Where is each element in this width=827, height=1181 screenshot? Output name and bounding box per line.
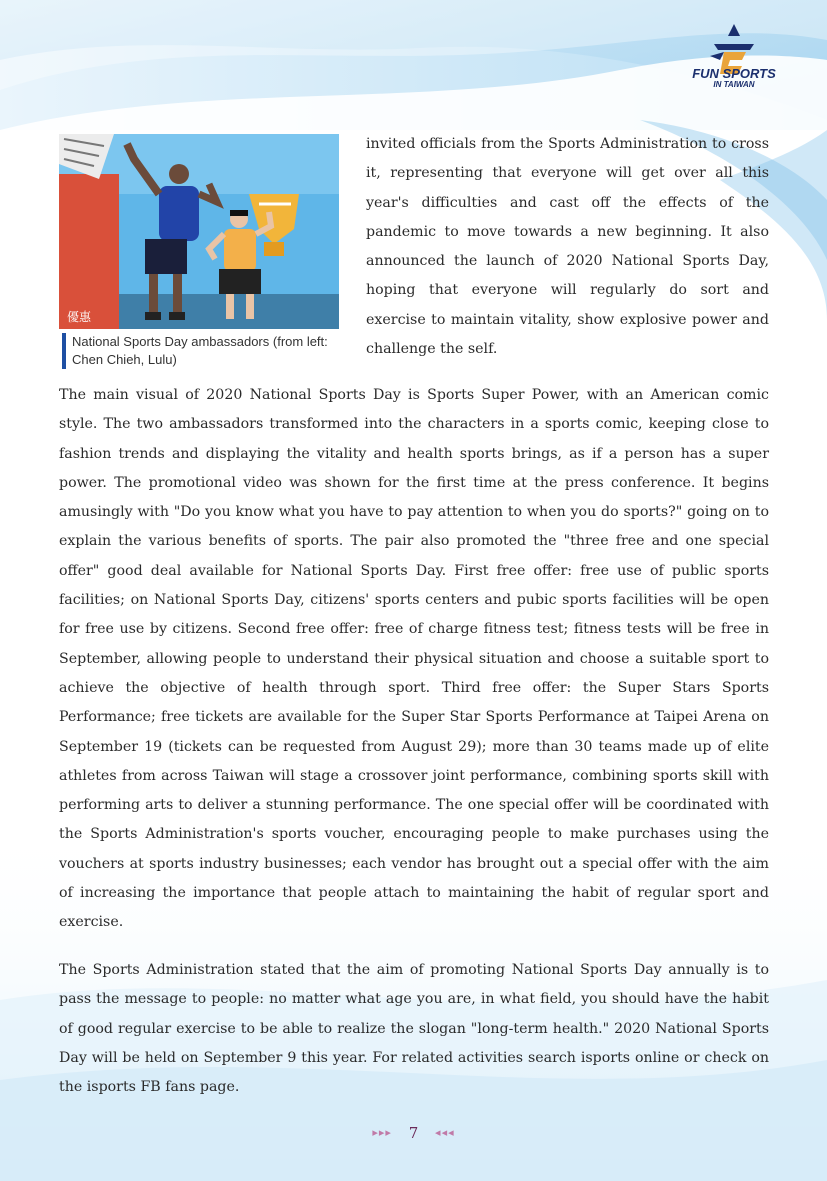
page-number: 7: [408, 1124, 419, 1142]
paragraph-continued: invited officials from the Sports Administration to cross it, representing that everyone will get over all this year's difficulties and cast off the effects of the pandemic to move towards a new beginning. It also announced the launch of 2020 National Sports Day, hoping that everyone will regularly do sort and exercise to maintain vitality, show explosive power and challenge the self.: [366, 136, 769, 358]
photo-watermark: 優惠: [67, 310, 92, 324]
paragraph-main: The main visual of 2020 National Sports Day is Sports Super Power, with an American comic style. The two ambassadors transformed into the characters in a sports comic, keeping close to fashion trends and displaying the vitality and health sports brings, as if a person has a super power. The promotional video was shown for the first time at the press conference. It begins amusingly with "Do you know what you have to pay attention to when you do sports?" going on to explain the various benefits of sports. The pair also promoted the "three free and one special offer" good deal available for National Sports Day. First free offer: free use of public sports facilities; on National Sports Day, citizens' sports centers and pubic sports facilities will be open for free use by citizens. Second free offer: free of charge fitness test; fitness tests will be free in September, allowing people to understand their physical situation and choose a suitable sport to achieve the objective of health through sport. Third free offer: the Super Stars Sports Performance; free tickets are available for the Super Star Sports Performance at Taipei Arena on September 19 (tickets can be requested from August 29); more than 30 teams made up of elite athletes from across Taiwan will stage a crossover joint performance, combining sports skill with performing arts to deliver a stunning performance. The one special offer will be coordinated with the Sports Administration's sports voucher, encouraging people to make purchases using the vouchers at sports industry businesses; each vendor has brought out a special offer with the aim of increasing the importance that people attach to maintaining the habit of regular sport and exercise.: [59, 387, 769, 931]
ambassadors-photo: [59, 134, 339, 329]
page-footer: [0, 1124, 827, 1142]
photo-two-ambassadors-icon: [59, 134, 339, 329]
arrow-right-icon: ▸▸▸: [372, 1126, 392, 1139]
photo-caption: National Sports Day ambassadors (from left: Chen Chieh, Lulu): [62, 333, 354, 369]
arrow-left-icon: ◂◂◂: [435, 1126, 455, 1139]
logo-subtitle: IN TAIWAN: [713, 80, 755, 89]
paragraph-closing: The Sports Administration stated that the aim of promoting National Sports Day annually is to pass the message to people: no matter what age you are, in what field, you should have the habit of good regular exercise to be able to realize the slogan "long-term health." 2020 National Sports Day will be held on September 9 this year. For related activities search isports online or check on the isports FB fans page.: [59, 962, 769, 1096]
logo-wordmark: FUN SPORTS: [692, 66, 776, 81]
